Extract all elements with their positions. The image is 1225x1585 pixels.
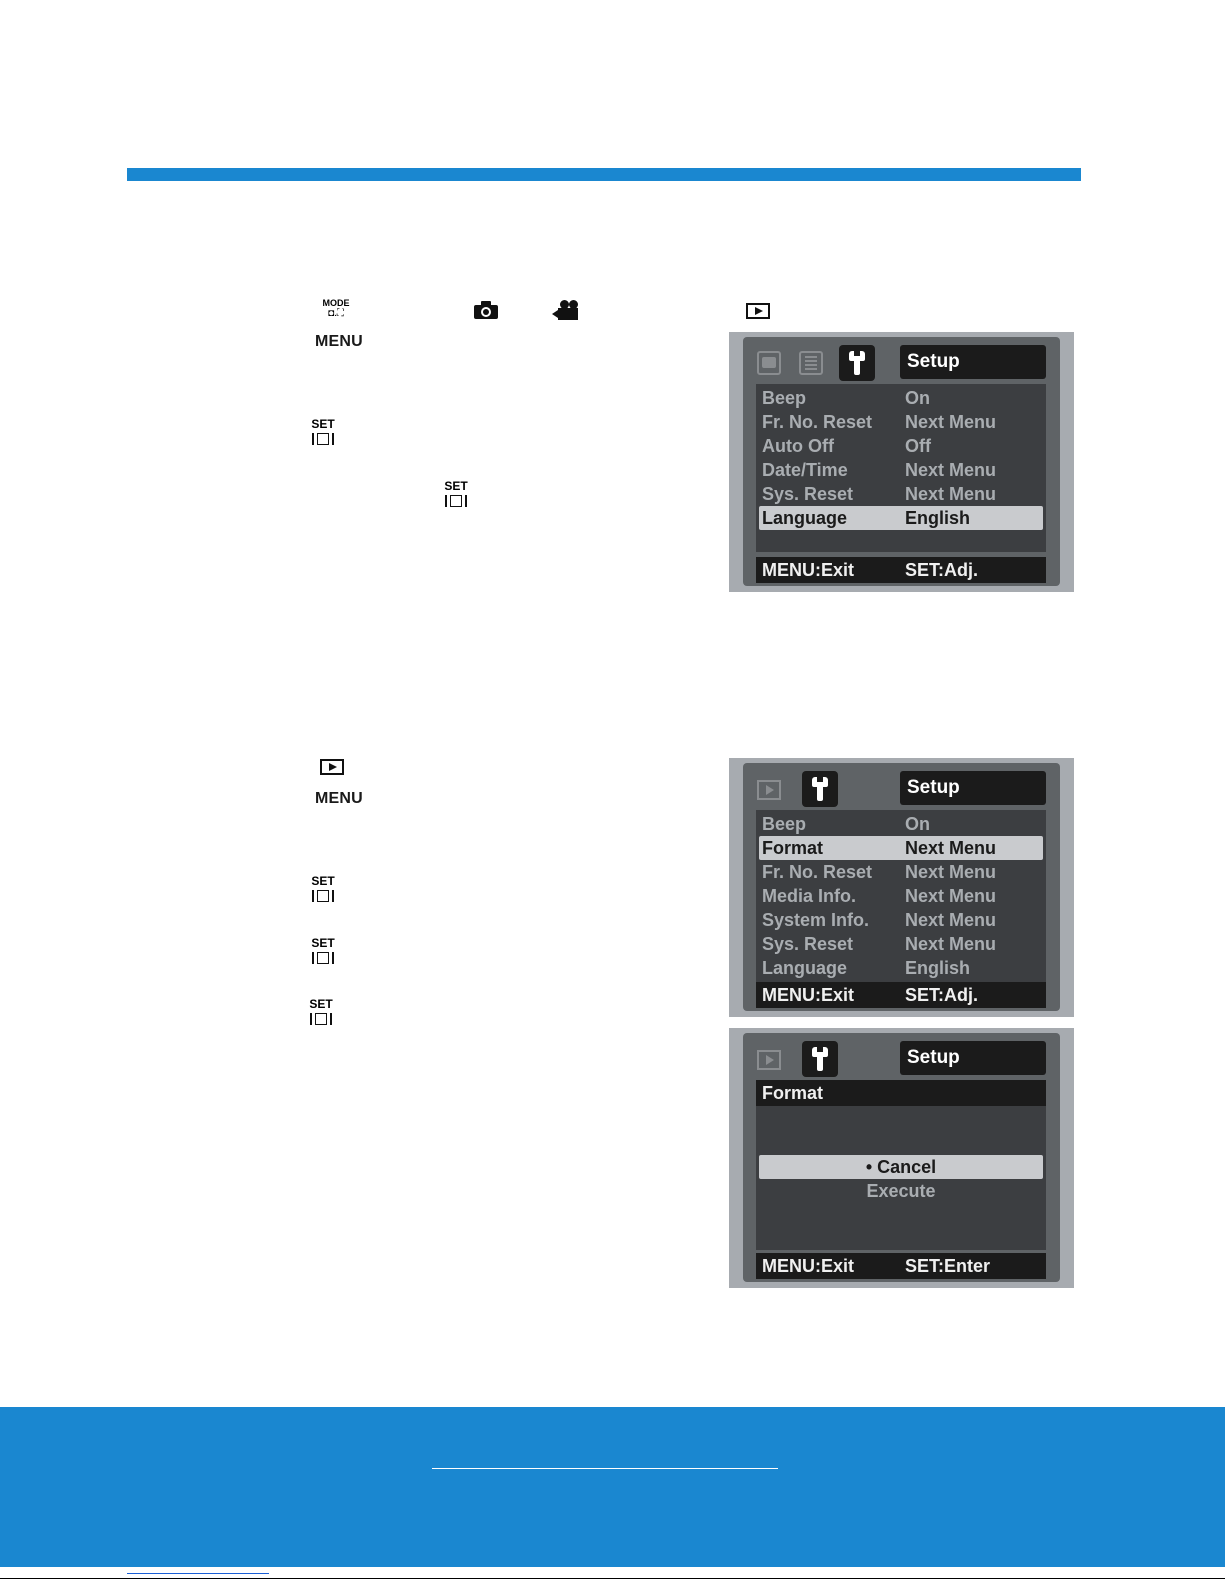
setup-tab[interactable] xyxy=(839,345,875,381)
camera-icon xyxy=(474,301,498,319)
menu-row-sys-reset[interactable]: Sys. Reset Next Menu xyxy=(762,934,997,954)
mode-sub-label: ◘.⛶ xyxy=(328,308,344,319)
menu-row-media-info[interactable]: Media Info. Next Menu xyxy=(762,886,997,906)
footer-exit-hint: MENU:Exit xyxy=(762,985,855,1005)
set-button-icon: SET xyxy=(309,875,337,902)
playback-icon xyxy=(320,759,344,775)
setup-tab[interactable] xyxy=(802,771,838,807)
menu-list xyxy=(756,810,1046,982)
menu-row-beep[interactable]: Beep On xyxy=(762,814,930,834)
set-button-icon: SET xyxy=(309,418,337,445)
format-options xyxy=(756,1106,1046,1250)
playback-tab-icon xyxy=(757,780,781,800)
set-button-icon: SET xyxy=(442,480,470,507)
header-accent-bar xyxy=(127,168,1081,181)
option-execute[interactable]: Execute xyxy=(866,1181,936,1201)
menu-row-language[interactable]: Language English xyxy=(762,958,971,978)
footer-adjust-hint: SET:Adj. xyxy=(905,985,979,1005)
screen-title: Setup xyxy=(900,771,1046,805)
format-dialog-header: Format xyxy=(756,1080,1046,1106)
menu-button-label: MENU xyxy=(315,790,363,807)
camera-lcd-setup-screen xyxy=(729,332,1074,592)
menu-row-sys-reset[interactable]: Sys. Reset Next Menu xyxy=(762,484,997,504)
camera-lcd-playback-setup-screen xyxy=(729,758,1074,1017)
menu-row-frame-number-reset[interactable]: Fr. No. Reset Next Menu xyxy=(762,862,997,882)
screen-title: Setup xyxy=(900,1041,1046,1075)
playback-tab-icon xyxy=(757,1050,781,1070)
setup-tab[interactable] xyxy=(802,1041,838,1077)
wrench-icon xyxy=(812,1047,828,1071)
wrench-icon xyxy=(849,351,865,375)
playback-icon xyxy=(746,303,770,319)
screen-footer xyxy=(756,557,1046,583)
list-tab-icon xyxy=(799,351,823,375)
screen-title: Setup xyxy=(900,345,1046,379)
camera-tab-icon xyxy=(757,351,781,375)
menu-list xyxy=(756,384,1046,552)
menu-row-language[interactable]: Language English xyxy=(759,506,1043,530)
menu-row-beep[interactable]: Beep On xyxy=(762,388,930,408)
mode-button-icon xyxy=(318,298,354,320)
footer-exit-hint: MENU:Exit xyxy=(762,1256,855,1276)
menu-row-date-time[interactable]: Date/Time Next Menu xyxy=(762,460,997,480)
menu-button-label: MENU xyxy=(315,333,363,350)
footer-band xyxy=(0,1407,1225,1567)
set-button-icon: SET xyxy=(307,998,335,1025)
option-cancel[interactable]: • Cancel xyxy=(759,1155,1043,1179)
set-button-icon: SET xyxy=(309,937,337,964)
menu-row-frame-number-reset[interactable]: Fr. No. Reset Next Menu xyxy=(762,412,997,432)
footer-adjust-hint: SET:Adj. xyxy=(905,560,979,580)
footer-link-underline xyxy=(127,1573,269,1574)
wrench-icon xyxy=(812,777,828,801)
page-bottom-rule xyxy=(0,1578,1225,1579)
menu-row-system-info[interactable]: System Info. Next Menu xyxy=(762,910,997,930)
footer-enter-hint: SET:Enter xyxy=(905,1256,991,1276)
screen-footer xyxy=(756,1253,1046,1279)
menu-row-auto-off[interactable]: Auto Off Off xyxy=(762,436,931,456)
camera-lcd-format-screen xyxy=(729,1028,1074,1288)
menu-row-format[interactable]: Format Next Menu xyxy=(759,836,1043,860)
screen-footer xyxy=(756,982,1046,1008)
footer-divider xyxy=(432,1468,778,1469)
footer-exit-hint: MENU:Exit xyxy=(762,560,855,580)
movie-camera-icon xyxy=(552,300,580,320)
mode-label: MODE xyxy=(322,298,350,308)
